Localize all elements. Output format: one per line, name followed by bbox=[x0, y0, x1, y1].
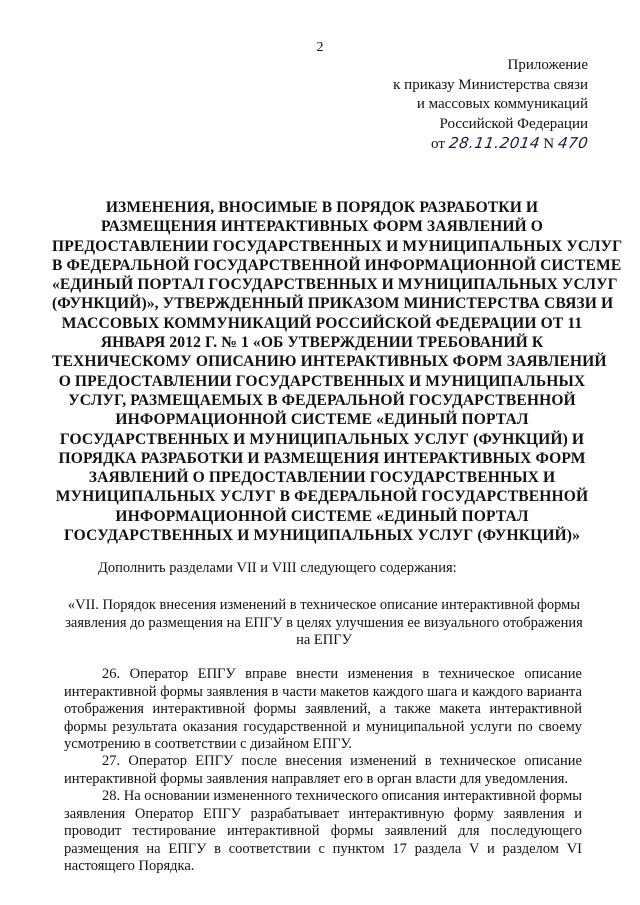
paragraph-line: отображения интерактивной формы заявлений, а также макета интерактивной bbox=[64, 701, 582, 717]
paragraph-26 bbox=[64, 666, 582, 754]
title-line: ГОСУДАРСТВЕННЫХ И МУНИЦИПАЛЬНЫХ УСЛУГ (ФУНКЦИЙ)» bbox=[64, 527, 580, 545]
title-line: ТЕХНИЧЕСКОМУ ОПИСАНИЮ ИНТЕРАКТИВНЫХ ФОРМ ЗАЯВЛЕНИЙ bbox=[52, 353, 607, 371]
handwritten-date: 28.11.2014 bbox=[447, 134, 541, 152]
paragraph-27 bbox=[64, 753, 582, 788]
title-line: МАССОВЫХ КОММУНИКАЦИЙ РОССИЙСКОЙ ФЕДЕРАЦИИ ОТ 11 bbox=[61, 314, 583, 332]
paragraph-line: интерактивной формы заявления в части макетов каждого шага и каждого варианта bbox=[64, 683, 582, 700]
paragraph-line: размещения на ЕПГУ в соответствии с пунктом 17 раздела V и разделом VI bbox=[64, 840, 582, 857]
paragraph-28 bbox=[64, 788, 582, 876]
paragraph-line: 28. На основании измененного технического описания интерактивной формы bbox=[102, 788, 582, 804]
title-line: ИНФОРМАЦИОННОЙ СИСТЕМЕ «ЕДИНЫЙ ПОРТАЛ bbox=[115, 507, 529, 525]
date-prefix: от bbox=[431, 136, 445, 152]
title-line: ПОРЯДКА РАЗРАБОТКИ И РАЗМЕЩЕНИЯ ИНТЕРАКТИВНЫХ ФОРМ bbox=[58, 449, 586, 467]
heading-line: на ЕПГУ bbox=[296, 632, 352, 648]
appendix-line-1: Приложение bbox=[507, 57, 588, 73]
appendix-line-2: к приказу Министерства связи bbox=[393, 76, 588, 93]
appendix-date-line bbox=[393, 134, 588, 155]
heading-line: заявления до размещения на ЕПГУ в целях улучшения ее визуального отображения bbox=[65, 614, 583, 631]
title-line: ИЗМЕНЕНИЯ, ВНОСИМЫЕ В ПОРЯДОК РАЗРАБОТКИ И bbox=[105, 199, 539, 216]
intro-text: Дополнить разделами VII и VIII следующего содержания: bbox=[98, 560, 457, 576]
appendix-line-3: и массовых коммуникаций bbox=[416, 96, 588, 112]
title-line: РАЗМЕЩЕНИЯ ИНТЕРАКТИВНЫХ ФОРМ ЗАЯВЛЕНИЙ О bbox=[100, 218, 544, 236]
title-line: МУНИЦИПАЛЬНЫХ УСЛУГ В ФЕДЕРАЛЬНОЙ ГОСУДАРСТВЕННОЙ bbox=[55, 488, 589, 506]
appendix-block bbox=[393, 56, 588, 155]
paragraph-line: 27. Оператор ЕПГУ после внесения изменений в техническое описание bbox=[102, 753, 582, 769]
title-line: ЯНВАРЯ 2012 Г. № 1 «ОБ УТВЕРЖДЕНИИ ТРЕБОВАНИЙ К bbox=[100, 334, 544, 352]
handwritten-number: 470 bbox=[556, 134, 590, 152]
title-line: (ФУНКЦИЙ)», УТВЕРЖДЕННЫЙ ПРИКАЗОМ МИНИСТЕРСТВА СВЯЗИ И bbox=[52, 295, 614, 313]
title-line: «ЕДИНЫЙ ПОРТАЛ ГОСУДАРСТВЕННЫХ И МУНИЦИПАЛЬНЫХ УСЛУГ bbox=[52, 276, 618, 294]
section-vii-heading bbox=[64, 597, 584, 650]
paragraph-line: усмотрению в соответствии с дизайном ЕПГУ. bbox=[64, 736, 353, 752]
paragraph-line: формы результата оказания государственной и муниципальной услуги по своему bbox=[64, 718, 582, 735]
heading-line: «VII. Порядок внесения изменений в техническое описание интерактивной формы bbox=[67, 597, 581, 613]
paragraph-line: заявления Оператор ЕПГУ разрабатывает интерактивную форму заявления и bbox=[64, 805, 582, 822]
document-title bbox=[52, 198, 623, 545]
paragraph-line: 26. Оператор ЕПГУ вправе внести изменения в техническое описание bbox=[102, 666, 582, 682]
paragraph-line: проводит тестирование интерактивной формы заявлений для последующего bbox=[64, 823, 582, 839]
title-line: В ФЕДЕРАЛЬНОЙ ГОСУДАРСТВЕННОЙ ИНФОРМАЦИОННОЙ СИСТЕМЕ bbox=[52, 256, 622, 274]
title-line: ПРЕДОСТАВЛЕНИИ ГОСУДАРСТВЕННЫХ И МУНИЦИПАЛЬНЫХ УСЛУГ bbox=[52, 237, 623, 255]
title-line: ЗАЯВЛЕНИЙ О ПРЕДОСТАВЛЕНИИ ГОСУДАРСТВЕННЫХ И bbox=[88, 469, 556, 487]
number-prefix: N bbox=[543, 136, 555, 152]
title-line: ГОСУДАРСТВЕННЫХ И МУНИЦИПАЛЬНЫХ УСЛУГ (ФУНКЦИЙ) И bbox=[59, 430, 585, 448]
paragraph-line: интерактивной формы заявления направляет его в орган власти для уведомления. bbox=[64, 770, 569, 787]
title-line: О ПРЕДОСТАВЛЕНИИ ГОСУДАРСТВЕННЫХ И МУНИЦИПАЛЬНЫХ bbox=[58, 372, 586, 390]
paragraph-line: настоящего Порядка. bbox=[64, 858, 195, 874]
appendix-line-4: Российской Федерации bbox=[439, 115, 588, 132]
title-line: ИНФОРМАЦИОННОЙ СИСТЕМЕ «ЕДИНЫЙ ПОРТАЛ bbox=[115, 411, 529, 429]
title-line: УСЛУГ, РАЗМЕЩАЕМЫХ В ФЕДЕРАЛЬНОЙ ГОСУДАРСТВЕННОЙ bbox=[68, 391, 576, 409]
page-number: 2 bbox=[316, 40, 324, 55]
